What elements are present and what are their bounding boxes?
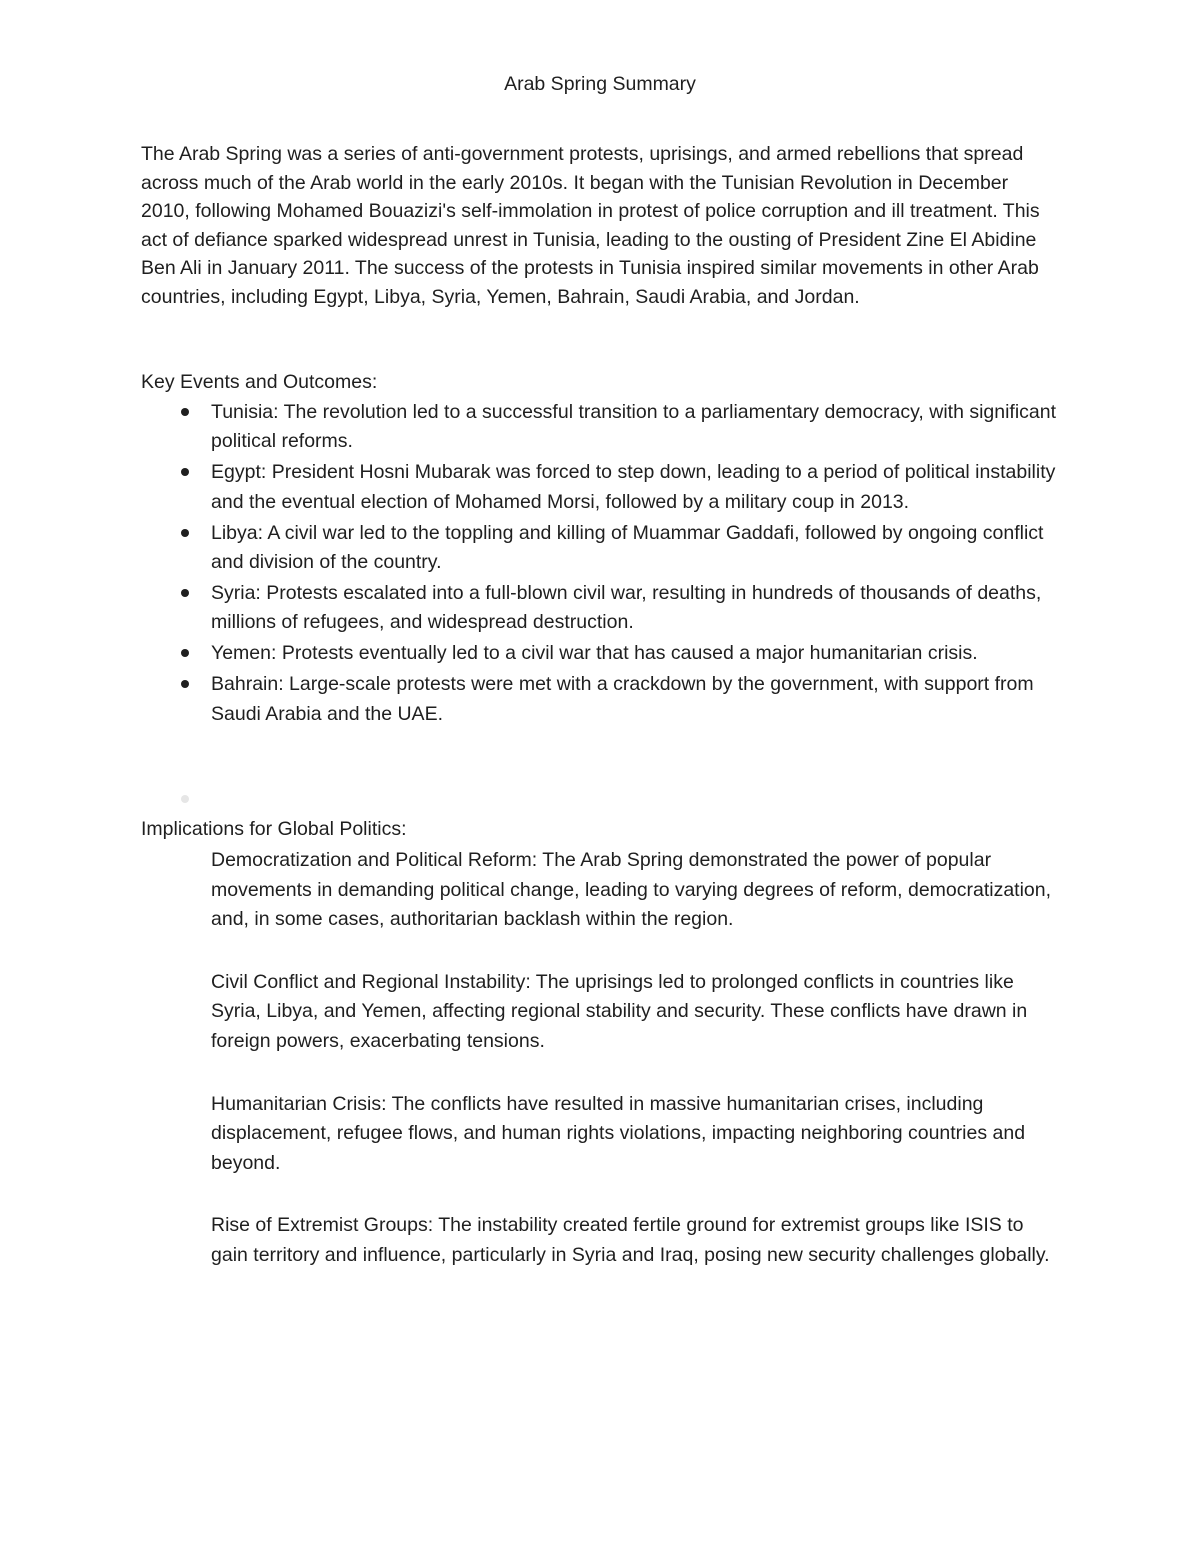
- implications-list: [211, 846, 1061, 1304]
- bullet-icon: [181, 589, 189, 597]
- implication-paragraph: Humanitarian Crisis: The conflicts have resulted in massive humanitarian crises, including displacement, refugee flows, and human rights violations, impacting neighboring countries and beyond.: [211, 1092, 1026, 1174]
- event-item-libya: [141, 519, 1061, 578]
- events-list: [141, 398, 1061, 730]
- event-text: Libya: A civil war led to the toppling and killing of Muammar Gaddafi, followed by ongoing conflict and division of the country.: [211, 521, 1044, 574]
- bullet-icon: [181, 468, 189, 476]
- event-item-bahrain: [141, 670, 1061, 729]
- implication-paragraph: Civil Conflict and Regional Instability: The uprisings led to prolonged conflicts in countries like Syria, Libya, and Yemen, affecting regional stability and security. These conflicts have drawn in foreign powers, exacerbating tensions.: [211, 970, 1028, 1052]
- event-text: Syria: Protests escalated into a full-blown civil war, resulting in hundreds of thousands of deaths, millions of refugees, and widespread destruction.: [211, 581, 1042, 634]
- document-title: Arab Spring Summary: [504, 73, 696, 95]
- intro-paragraph: The Arab Spring was a series of anti-government protests, uprisings, and armed rebellions that spread across much of the Arab world in the early 2010s. It began with the Tunisian Revolution in December 2010, following Mohamed Bouazizi's self-immolation in protest of police corruption and ill treatment. This act of defiance sparked widespread unrest in Tunisia, leading to the ousting of President Zine El Abidine Ben Ali in January 2011. The success of the protests in Tunisia inspired similar movements in other Arab countries, including Egypt, Libya, Syria, Yemen, Bahrain, Saudi Arabia, and Jordan.: [141, 143, 1040, 308]
- event-item-syria: [141, 579, 1061, 638]
- implication-paragraph: Democratization and Political Reform: The Arab Spring demonstrated the power of popular movements in demanding political change, leading to varying degrees of reform, democratization, and, in some cases, authoritarian backlash within the region.: [211, 849, 1052, 931]
- event-text: Yemen: Protests eventually led to a civil war that has caused a major humanitarian crisis.: [211, 642, 978, 665]
- event-text: Bahrain: Large-scale protests were met with a crackdown by the government, with support from Saudi Arabia and the UAE.: [211, 673, 1034, 725]
- bullet-icon: [181, 529, 189, 537]
- implications-heading: Implications for Global Politics:: [141, 818, 407, 840]
- empty-bullet-icon: [181, 795, 189, 803]
- implication-paragraph: Rise of Extremist Groups: The instability created fertile ground for extremist groups like ISIS to gain territory and influence, particularly in Syria and Iraq, posing new security challenges globally.: [211, 1214, 1050, 1266]
- event-text: Egypt: President Hosni Mubarak was forced to step down, leading to a period of political instability and the eventual election of Mohamed Morsi, followed by a military coup in 2013.: [211, 461, 1056, 513]
- event-item-egypt: [141, 458, 1061, 517]
- bullet-icon: [181, 408, 189, 416]
- events-heading: Key Events and Outcomes:: [141, 371, 378, 393]
- bullet-icon: [181, 680, 189, 688]
- event-text: Tunisia: The revolution led to a successful transition to a parliamentary democracy, with significant political reforms.: [211, 401, 1057, 453]
- bullet-icon: [181, 649, 189, 657]
- event-item-yemen: [141, 639, 1061, 668]
- event-item-tunisia: [141, 398, 1061, 457]
